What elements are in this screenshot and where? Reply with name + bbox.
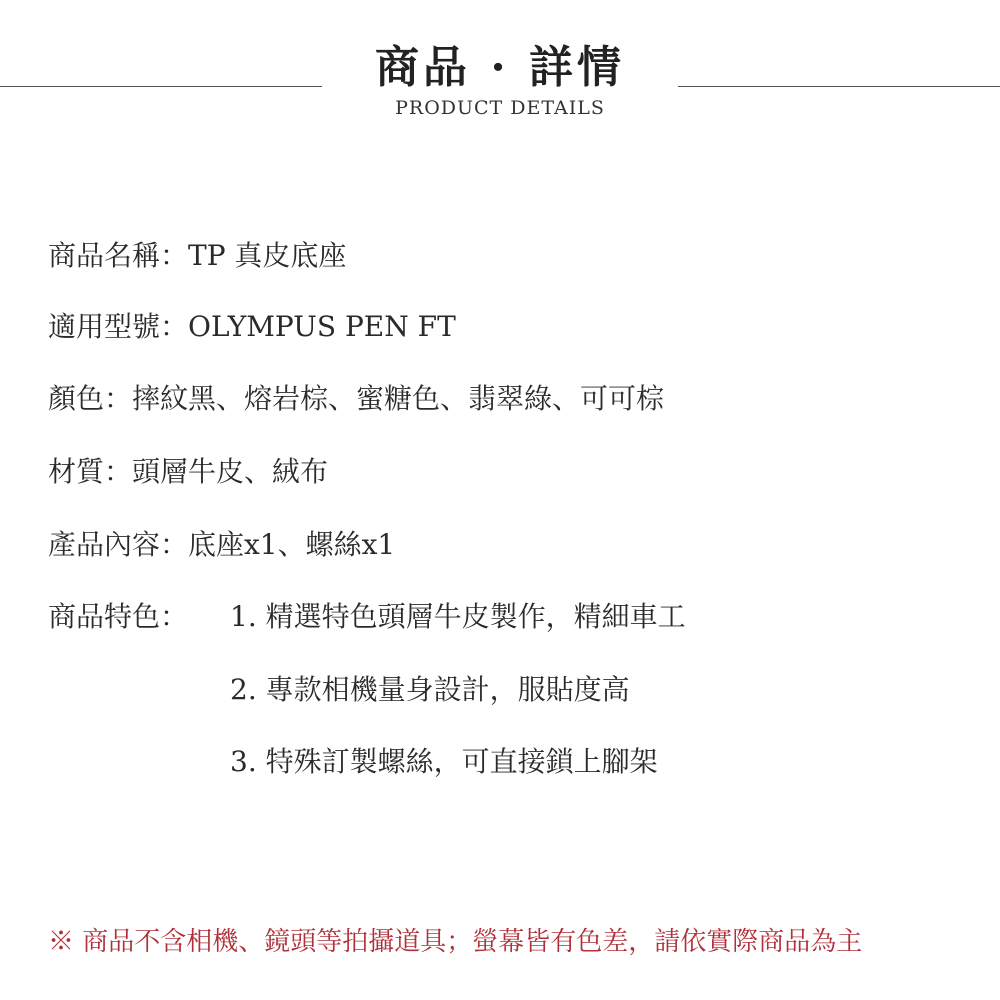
spec-value: OLYMPUS PEN FT [188, 310, 456, 343]
section-header [0, 38, 1000, 128]
features-label: 商品特色： [48, 600, 189, 633]
spec-value: 底座x1、螺絲x1 [188, 528, 396, 561]
spec-value: 頭層牛皮、絨布 [132, 455, 329, 488]
feature-item: 3. 特殊訂製螺絲，可直接鎖上腳架 [230, 745, 658, 778]
page-title: 商品 · 詳情 [375, 42, 625, 93]
feature-item: 2. 專款相機量身設計，服貼度高 [230, 673, 630, 706]
spec-label: 顏色： [48, 382, 133, 415]
spec-row-colors [48, 379, 664, 419]
spec-label: 適用型號： [48, 310, 189, 343]
feature-item: 1. 精選特色頭層牛皮製作，精細車工 [230, 600, 686, 633]
spec-row-product-name [48, 236, 346, 276]
spec-label: 產品內容： [48, 528, 189, 561]
spec-row-compatible-model [48, 307, 456, 347]
spec-value: TP 真皮底座 [188, 239, 347, 272]
spec-row-material [48, 452, 328, 492]
disclaimer-notice: ※ 商品不含相機、鏡頭等拍攝道具；螢幕皆有色差，請依實際商品為主 [48, 927, 863, 957]
spec-label: 材質： [48, 455, 133, 488]
spec-row-contents [48, 525, 395, 565]
spec-label: 商品名稱： [48, 239, 189, 272]
page-subtitle: PRODUCT DETAILS [395, 97, 605, 119]
spec-value: 摔紋黑、熔岩棕、蜜糖色、翡翠綠、可可棕 [132, 382, 665, 415]
